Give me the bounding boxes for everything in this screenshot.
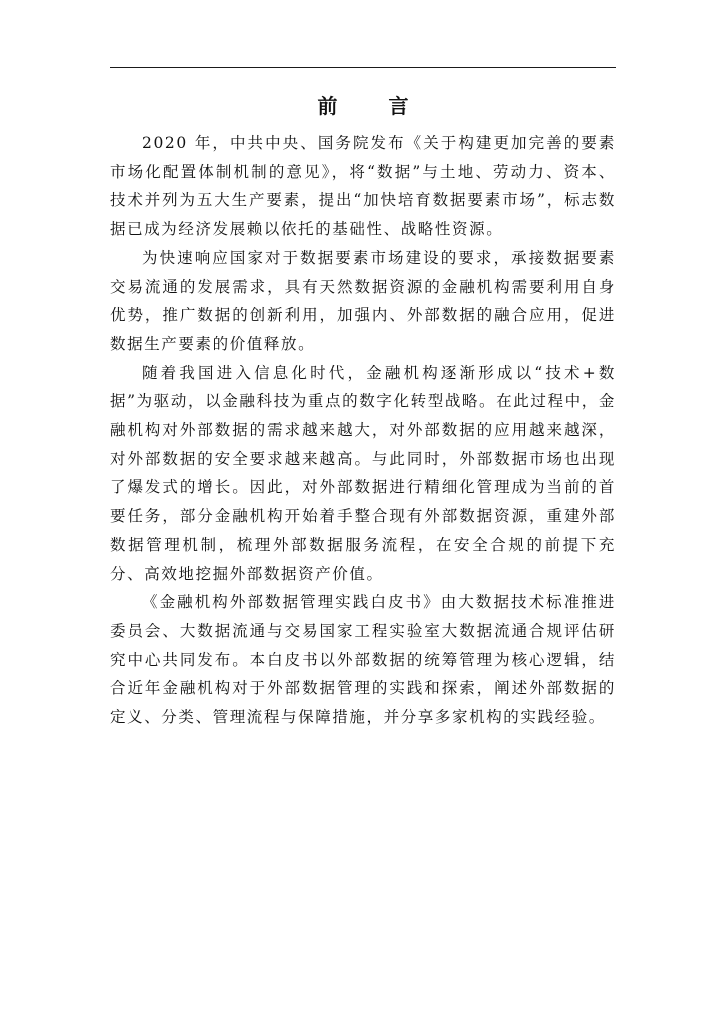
paragraph-4: 《金融机构外部数据管理实践白皮书》由大数据技术标准推进委员会、大数据流通与交易国家工程实验室大数据流通合规评估研究中心共同发布。本白皮书以外部数据的统筹管理为核心逻辑，结合近年金融机构对于外部数据管理的实践和探索，阐述外部数据的定义、分类、管理流程与保障措施，并分享多家机构的实践经验。 <box>110 593 616 727</box>
paragraph-1: 2020 年，中共中央、国务院发布《关于构建更加完善的要素市场化配置体制机制的意见》，将“数据”与土地、劳动力、资本、技术并列为五大生产要素，提出“加快培育数据要素市场”，标志数据已成为经济发展赖以依托的基础性、战略性资源。 <box>110 134 616 239</box>
paragraph-2: 为快速响应国家对于数据要素市场建设的要求，承接数据要素交易流通的发展需求，具有天然数据资源的金融机构需要利用自身优势，推广数据的创新利用，加强内、外部数据的融合应用，促进数据生产要素的价值释放。 <box>110 248 616 353</box>
body-text <box>110 129 616 732</box>
header-rule <box>110 67 616 68</box>
page-title: 前 言 <box>317 94 431 118</box>
paragraph-3: 随着我国进入信息化时代，金融机构逐渐形成以“技术+数据”为驱动，以金融科技为重点的数字化转型战略。在此过程中，金融机构对外部数据的需求越来越大，对外部数据的应用越来越深，对外部数据的安全要求越来越高。与此同时，外部数据市场也出现了爆发式的增长。因此，对外部数据进行精细化管理成为当前的首要任务，部分金融机构开始着手整合现有外部数据资源，重建外部数据管理机制，梳理外部数据服务流程，在安全合规的前提下充分、高效地挖掘外部数据资产价值。 <box>110 363 616 583</box>
